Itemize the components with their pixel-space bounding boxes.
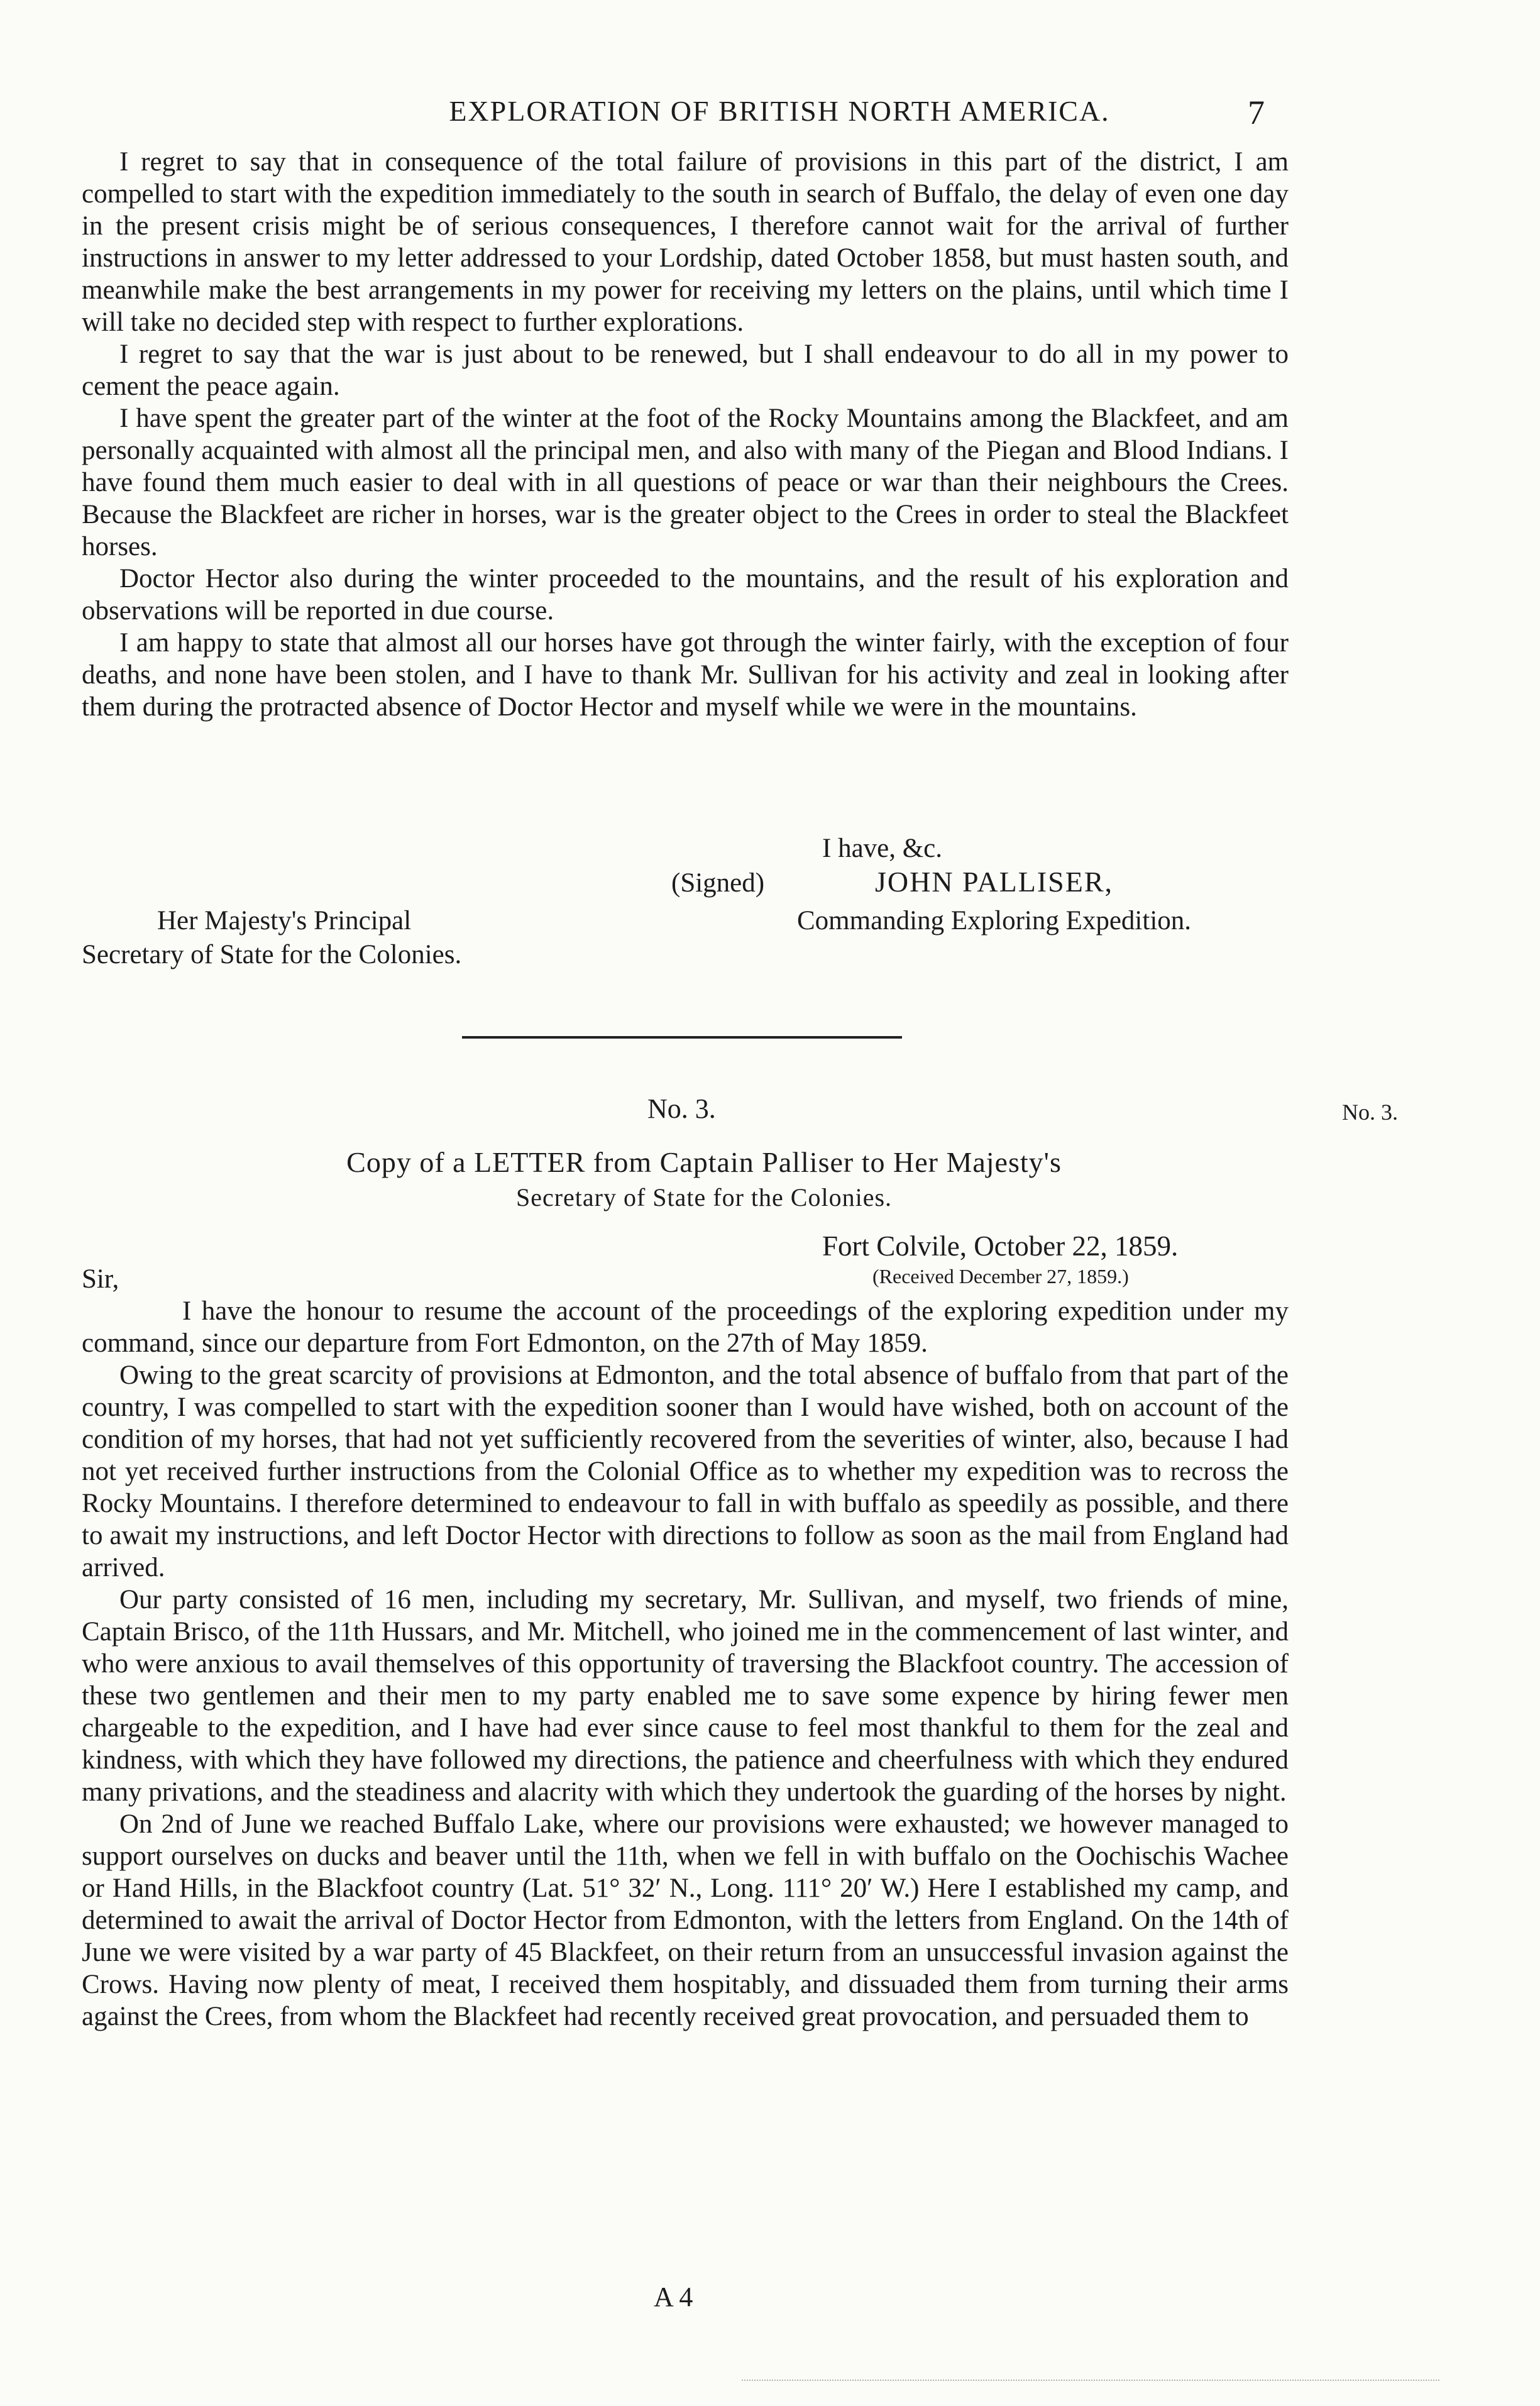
letter1-paragraph: I regret to say that in consequence of the total failure of provisions in this part of the district, I am compelled to start with the expedition immediately to the south in search of Buffalo, the delay of even one day in the present crisis might be of serious consequences, I therefore cannot wait for the arrival of further instructions in answer to my letter addressed to your Lordship, dated October 1858, but must hasten south, and meanwhile make the best arrangements in my power for receiving my letters on the plains, until which time I will take no decided step with respect to further explorations. [82,147,1289,337]
letter1-paragraph: I am happy to state that almost all our horses have got through the winter fairly, with the exception of four deaths, and none have been stolen, and I have to thank Mr. Sullivan for his activity and zeal in looking after them during the protracted absence of Doctor Hector and myself while we were in the mountains. [82,628,1289,722]
letter2-paragraph: Owing to the great scarcity of provisions at Edmonton, and the total absence of buffalo from that part of the country, I was compelled to start with the expedition sooner than I would have wished, both on account of the condition of my horses, that had not yet sufficiently recovered from the severities of winter, also, because I had not yet received further instructions from the Colonial Office as to whether my expedition was to recross the Rocky Mountains. I therefore determined to endeavour to fall in with buffalo as speedily as possible, and there to await my instructions, and left Doctor Hector with directions to follow as soon as the mail from England had arrived. [82,1360,1289,1582]
letter-title-line2: Secretary of State for the Colonies. [515,1183,893,1211]
letter1-paragraph: I regret to say that the war is just about to be renewed, but I shall endeavour to do all in my power to cement the peace again. [82,339,1289,401]
place-date: Fort Colvile, October 22, 1859. [822,1230,1179,1262]
bottom-divider [742,2380,1439,2381]
letter1-paragraph: I have spent the greater part of the winter at the foot of the Rocky Mountains among the Blackfeet, and am personally acquainted with almost all the principal men, and also with many of the Piegan and Blood Indians. I have found them much easier to deal with in all questions of peace or war than their neighbours the Crees. Because the Blackfeet are richer in horses, war is the greater object to the Crees in order to steal the Blackfeet horses. [82,404,1289,561]
letter1-paragraph: Doctor Hector also during the winter proceeded to the mountains, and the result of his exploration and observations will be reported in due course. [82,564,1289,626]
letter1-body [82,146,1289,723]
letter2-paragraph: On 2nd of June we reached Buffalo Lake, where our provisions were exhausted; we however managed to support ourselves on ducks and beaver until the 11th, when we fell in with buffalo on the Oochischis Wachee or Hand Hills, in the Blackfoot country (Lat. 51° 32′ N., Long. 111° 20′ W.) Here I established my camp, and determined to await the arrival of Doctor Hector from Edmonton, with the letters from England. On the 14th of June we were visited by a war party of 45 Blackfeet, on their return from an unsuccessful invasion against the Crows. Having now plenty of meat, I received them hospitably, and dissuaded them from turning their arms against the Crees, from whom the Blackfeet had recently received great provocation, and persuaded them to [82,1809,1289,2031]
signature-title: Commanding Exploring Expedition. [797,906,1192,935]
letter-number: No. 3. [647,1093,716,1124]
addressee-line1: Her Majesty's Principal [157,906,412,935]
salutation: Sir, [82,1264,119,1294]
letter2-paragraph: I have the honour to resume the account of the proceedings of the exploring expedition under my command, since our departure from Fort Edmonton, on the 27th of May 1859. [82,1296,1289,1358]
received-date: (Received December 27, 1859.) [872,1265,1129,1288]
page-number: 7 [1248,94,1265,131]
letter2-paragraph: Our party consisted of 16 men, including my secretary, Mr. Sullivan, and myself, two friends of mine, Captain Brisco, of the 11th Hussars, and Mr. Mitchell, who joined me in the commencement of last winter, and who were anxious to avail themselves of this opportunity of traversing the Blackfoot country. The accession of these two gentlemen and their men to my party enabled me to save some expence by hiring fewer men chargeable to the expedition, and I have had ever since cause to feel most thankful to them for the zeal and kindness, with which they have followed my directions, the patience and cheerfulness with which they endured many privations, and the steadiness and alacrity with which they undertook the guarding of the horses by night. [82,1585,1289,1807]
addressee-line2: Secretary of State for the Colonies. [82,940,462,969]
signed-label: (Signed) [671,868,765,898]
letter2-body [82,1295,1289,2033]
letter-title-line1: Copy of a LETTER from Captain Palliser to Her Majesty's [346,1146,1062,1178]
signature-mark: A 4 [654,2282,693,2312]
margin-note: No. 3. [1342,1100,1398,1125]
running-header: EXPLORATION OF BRITISH NORTH AMERICA. [449,95,1110,127]
closing: I have, &c. [822,834,943,863]
section-divider [462,1036,902,1039]
signature: JOHN PALLISER, [875,866,1114,898]
